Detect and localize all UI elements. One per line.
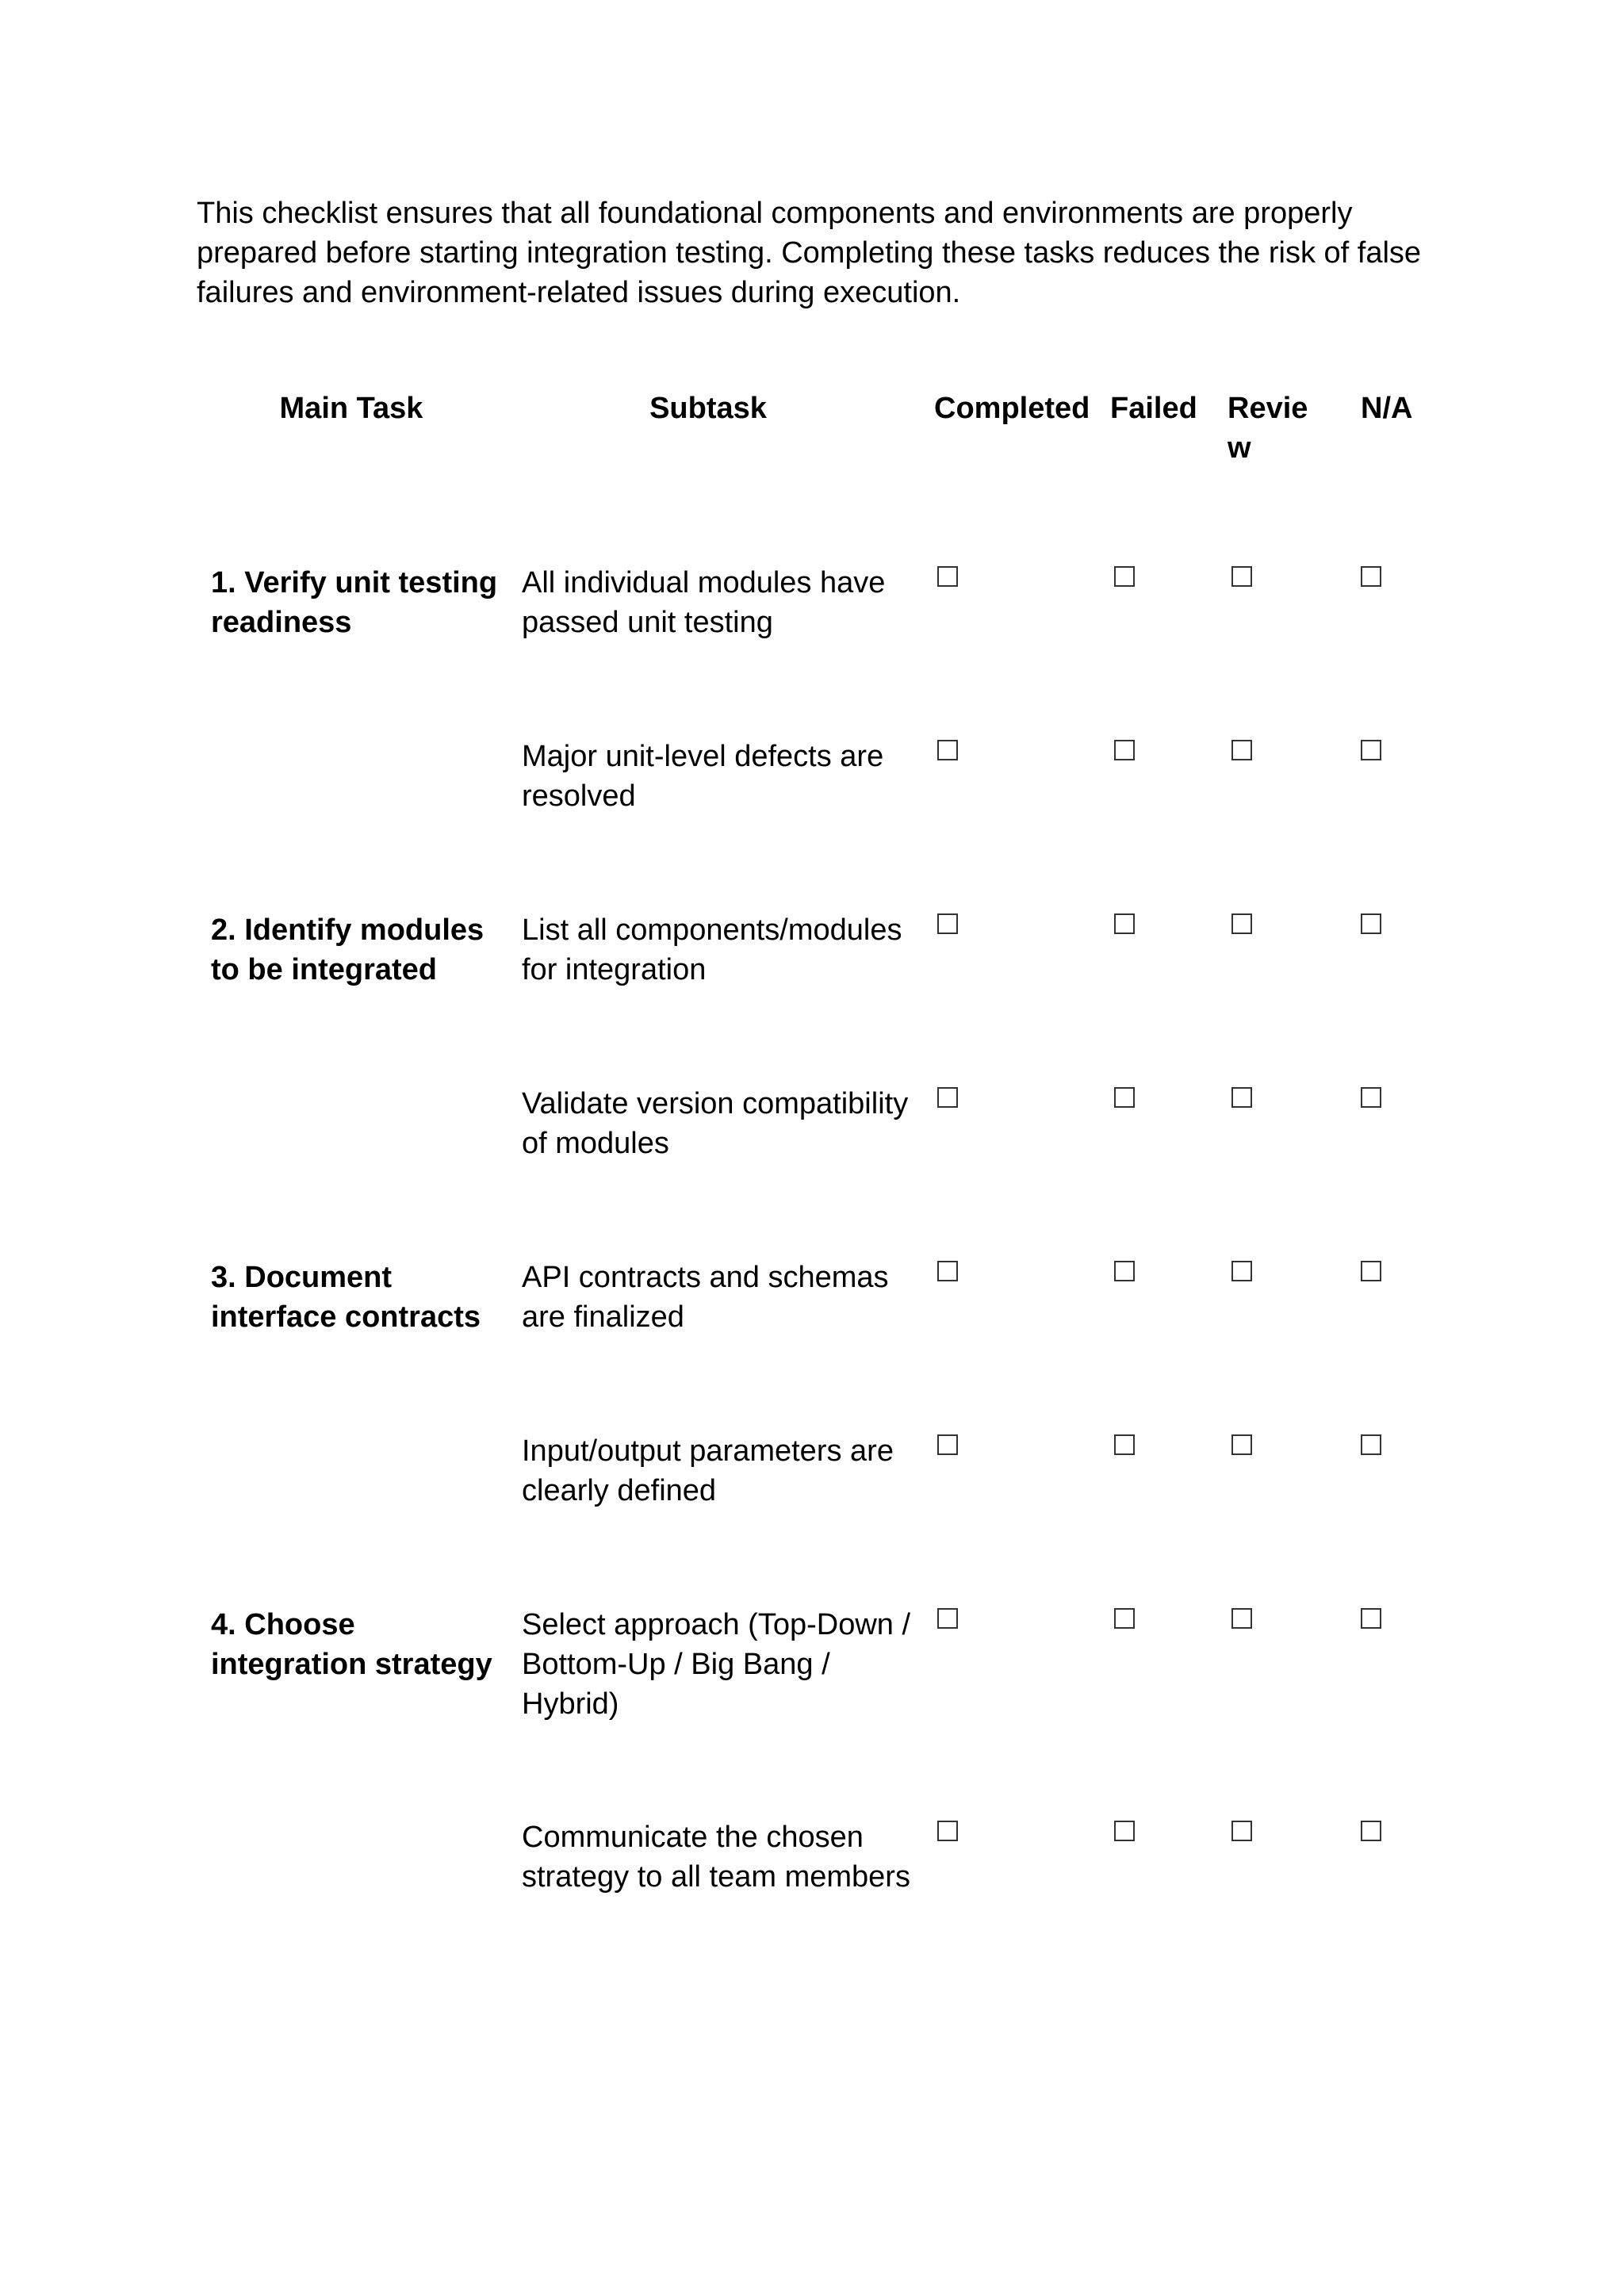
review-checkbox[interactable] [1231, 1087, 1252, 1108]
review-checkbox[interactable] [1231, 913, 1252, 934]
failed-checkbox[interactable] [1114, 1821, 1135, 1841]
main-task-cell: 4. Choose integration strategy [211, 1608, 492, 1681]
table-row [197, 1084, 1434, 1258]
failed-checkbox[interactable] [1114, 1608, 1135, 1629]
subtask-cell: List all components/modules for integration [522, 913, 902, 986]
subtask-cell: Input/output parameters are clearly defined [522, 1434, 894, 1507]
na-checkbox[interactable] [1361, 1261, 1381, 1281]
table-row [197, 910, 1434, 1084]
header-subtask: Subtask [649, 392, 767, 425]
header-review: Review [1228, 392, 1308, 465]
failed-checkbox[interactable] [1114, 913, 1135, 934]
review-checkbox[interactable] [1231, 740, 1252, 760]
table-row [197, 1605, 1434, 1817]
na-checkbox[interactable] [1361, 1821, 1381, 1841]
subtask-cell: All individual modules have passed unit testing [522, 566, 886, 639]
main-task-cell: 2. Identify modules to be integrated [211, 913, 485, 986]
table-row [197, 737, 1434, 910]
table-row [197, 1431, 1434, 1605]
completed-checkbox[interactable] [937, 1608, 958, 1629]
review-checkbox[interactable] [1231, 566, 1252, 587]
review-checkbox[interactable] [1231, 1821, 1252, 1841]
na-checkbox[interactable] [1361, 1434, 1381, 1455]
subtask-cell: Validate version compatibility of modules [522, 1087, 909, 1160]
na-checkbox[interactable] [1361, 740, 1381, 760]
main-task-cell: 3. Document interface contracts [211, 1261, 481, 1334]
failed-checkbox[interactable] [1114, 740, 1135, 760]
completed-checkbox[interactable] [937, 1261, 958, 1281]
header-failed: Failed [1110, 392, 1197, 425]
review-checkbox[interactable] [1231, 1434, 1252, 1455]
completed-checkbox[interactable] [937, 1821, 958, 1841]
completed-checkbox[interactable] [937, 566, 958, 587]
completed-checkbox[interactable] [937, 740, 958, 760]
header-main-task: Main Task [279, 392, 423, 425]
review-checkbox[interactable] [1231, 1261, 1252, 1281]
failed-checkbox[interactable] [1114, 1434, 1135, 1455]
table-row [197, 1258, 1434, 1431]
header-completed: Completed [934, 392, 1090, 425]
table-row [197, 1817, 1434, 1976]
table-row [197, 563, 1434, 737]
main-task-cell: 1. Verify unit testing readiness [211, 566, 498, 639]
subtask-cell: API contracts and schemas are finalized [522, 1261, 889, 1334]
intro-paragraph: This checklist ensures that all foundational components and environments are properly prepared before starting integration testing. Completing these tasks reduces the risk of false failures and environment-related issues during execution. [197, 197, 1422, 309]
failed-checkbox[interactable] [1114, 1261, 1135, 1281]
completed-checkbox[interactable] [937, 1087, 958, 1108]
na-checkbox[interactable] [1361, 1608, 1381, 1629]
header-na: N/A [1361, 392, 1413, 425]
table-header [197, 389, 1434, 563]
na-checkbox[interactable] [1361, 913, 1381, 934]
na-checkbox[interactable] [1361, 1087, 1381, 1108]
subtask-cell: Select approach (Top-Down / Bottom-Up / Big Bang / Hybrid) [522, 1608, 911, 1721]
completed-checkbox[interactable] [937, 913, 958, 934]
checklist-table [197, 389, 1434, 1976]
completed-checkbox[interactable] [937, 1434, 958, 1455]
review-checkbox[interactable] [1231, 1608, 1252, 1629]
failed-checkbox[interactable] [1114, 1087, 1135, 1108]
failed-checkbox[interactable] [1114, 566, 1135, 587]
na-checkbox[interactable] [1361, 566, 1381, 587]
subtask-cell: Communicate the chosen strategy to all team members [522, 1821, 910, 1894]
subtask-cell: Major unit-level defects are resolved [522, 740, 884, 813]
